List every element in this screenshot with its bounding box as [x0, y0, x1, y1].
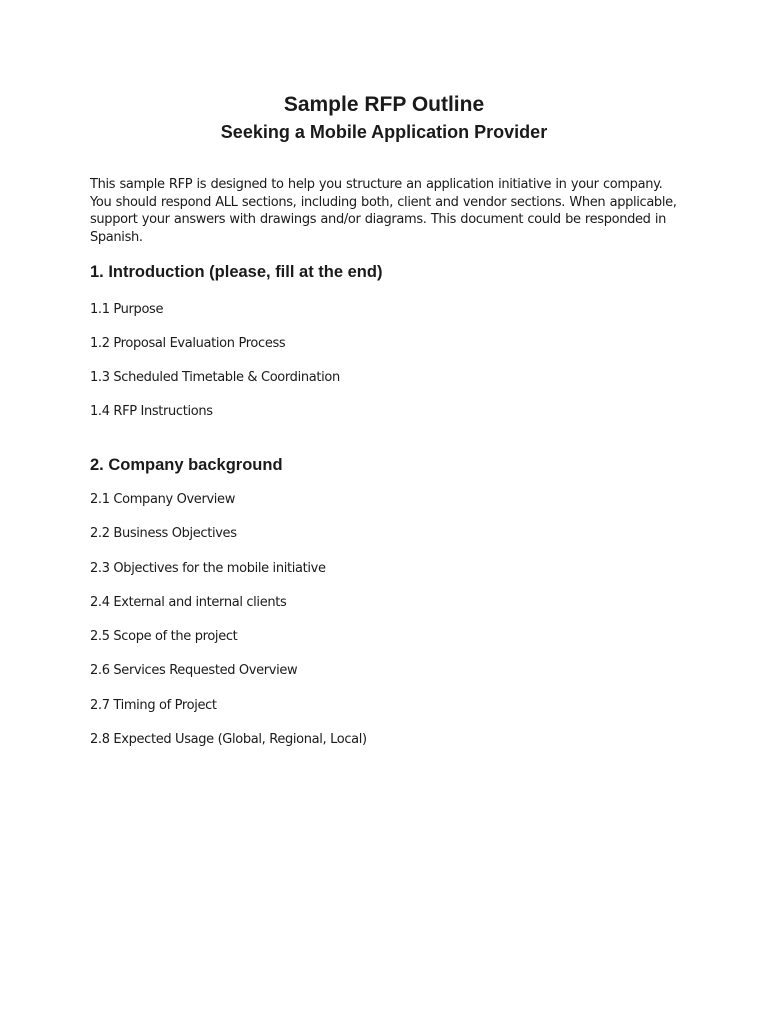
section-heading: 2. Company background	[90, 456, 283, 474]
list-item: 1.4 RFP Instructions	[90, 404, 213, 419]
list-item: 2.8 Expected Usage (Global, Regional, Local)	[90, 732, 367, 748]
list-item: 2.5 Scope of the project	[90, 629, 238, 645]
document-title: Sample RFP Outline	[283, 93, 485, 116]
list-item: 1.2 Proposal Evaluation Process	[90, 336, 286, 351]
section-heading: 1. Introduction (please, fill at the end)	[90, 263, 383, 281]
list-item: 2.6 Services Requested Overview	[90, 663, 298, 679]
intro-paragraph: This sample RFP is designed to help you structure an application initiative in your company. You should respond ALL sections, including both, client and vendor sections. When applicable, support your answers with drawings and/or diagrams. This document could be responded in Spanish.	[90, 177, 677, 245]
list-item: 2.7 Timing of Project	[90, 697, 217, 713]
section-company-background	[90, 455, 678, 748]
document-subtitle: Seeking a Mobile Application Provider	[220, 122, 548, 142]
list-item: 1.1 Purpose	[90, 302, 164, 317]
list-item: 1.3 Scheduled Timetable & Coordination	[90, 370, 340, 385]
section-item-list	[90, 301, 678, 420]
list-item: 2.3 Objectives for the mobile initiative	[90, 560, 326, 576]
list-item: 2.1 Company Overview	[90, 492, 235, 507]
list-item: 2.4 External and internal clients	[90, 594, 287, 610]
section-introduction	[90, 262, 678, 420]
section-item-list	[90, 491, 678, 748]
list-item: 2.2 Business Objectives	[90, 526, 237, 542]
